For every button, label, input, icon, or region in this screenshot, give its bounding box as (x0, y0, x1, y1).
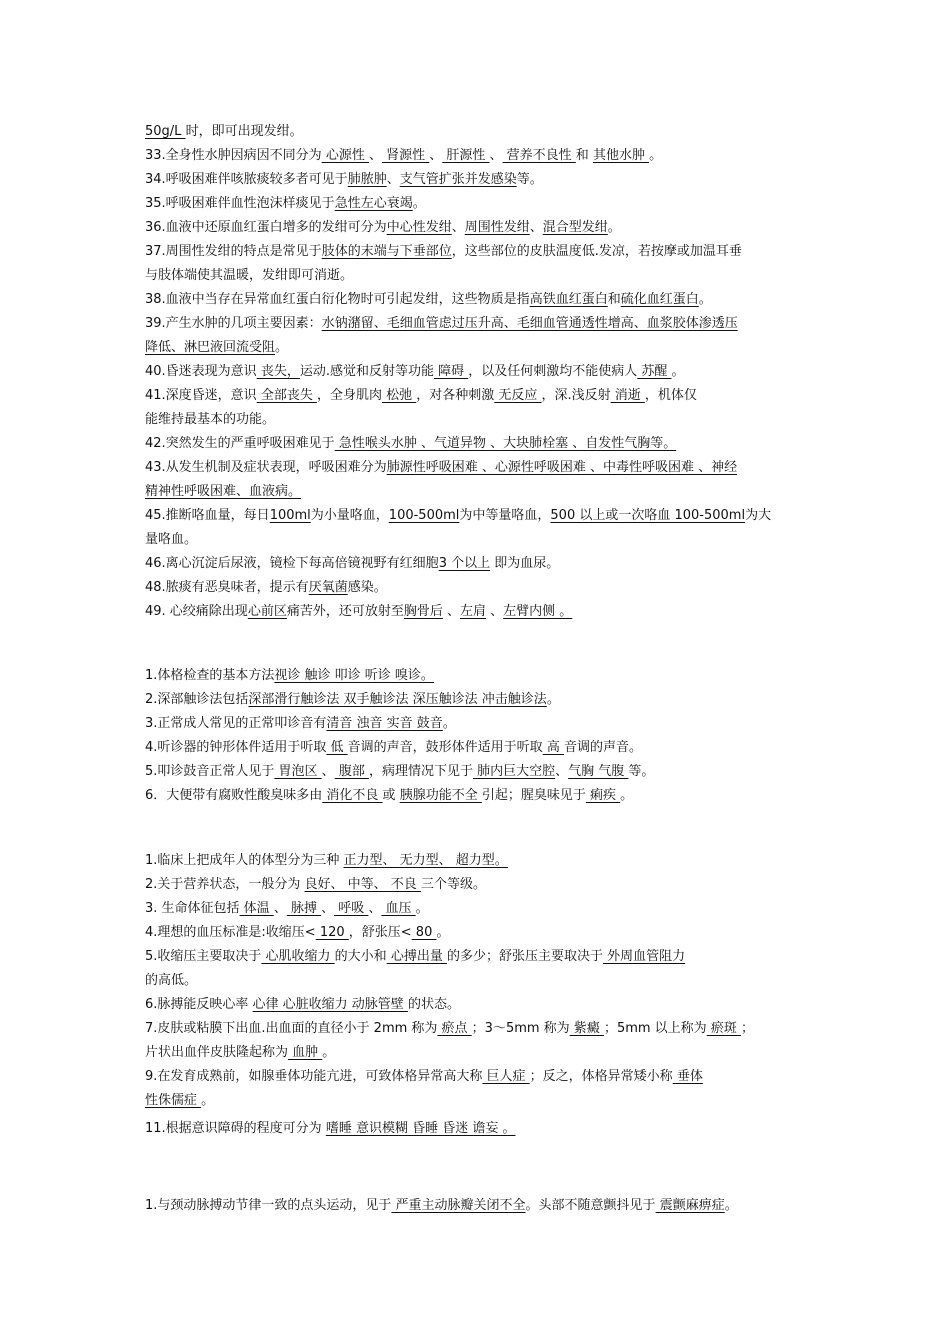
answer-blank: 呼吸 (334, 901, 369, 916)
answer-blank: 消化不良 (322, 788, 383, 803)
line-text: 、 (386, 172, 400, 187)
line-text: 。 (442, 716, 456, 731)
line-text: ，以及任何刺激均不能使病人 (468, 364, 638, 379)
answer-blank: 肺脓肿 (347, 172, 387, 187)
line-text: 7.皮肤或粘膜下出血.出血面的直径小于 2mm 称为 (145, 1021, 438, 1036)
answer-blank: 水钠潴留、毛细血管虑过压升高、毛细血管通透性增高、血浆胶体渗透压 (321, 316, 738, 331)
answer-blank: 松弛 (381, 388, 417, 403)
answer-blank: 低 (326, 740, 348, 755)
line-text: 引起；腥臭味见于 (481, 788, 586, 803)
line-text: 6.脉搏能反映心率 (145, 997, 253, 1012)
s4-q1 (145, 1196, 738, 1216)
answer-blank: 100ml (269, 508, 311, 523)
line-text: 33.全身性水肿因病因不同分为 (145, 148, 322, 163)
q39a (145, 314, 738, 334)
s3-q3 (145, 899, 429, 919)
answer-blank: 心律 心脏收缩力 动脉管壁 (252, 997, 408, 1012)
answer-blank: 左臂内侧 。 (503, 604, 573, 619)
answer-blank: 左肩 (460, 604, 487, 619)
line-text: ，舒张压< (348, 925, 412, 940)
line-text: 三个等级。 (420, 877, 486, 892)
line-text: 运动.感觉和反射等功能 (299, 364, 434, 379)
line-text: 4.听诊器的钟形体件适用于听取 (145, 740, 327, 755)
line-text: 。 (436, 925, 450, 940)
answer-blank: 瘀斑 (706, 1021, 741, 1036)
line-text: 的大小和 (334, 949, 387, 964)
answer-blank: 清音 浊音 实音 鼓音 (326, 716, 443, 731)
answer-blank: 支气管扩张并发感染 (399, 172, 517, 187)
answer-blank: 急性喉头水肿 、气道异物 、大块肺栓塞 、自发性气胸等。 (334, 436, 677, 451)
answer-blank: 痢疾 (585, 788, 621, 803)
q33 (145, 146, 662, 166)
line-text: 。 (275, 340, 289, 355)
line-text: 感染。 (347, 580, 387, 595)
line-text: 1.临床上把成年人的体型分为三种 (145, 853, 344, 868)
line-text: ，深.浅反射 (541, 388, 611, 403)
line-text: 42.突然发生的严重呼吸困难见于 (145, 436, 335, 451)
s3-q1 (145, 851, 508, 871)
q37b (145, 266, 353, 286)
answer-blank: 腹部 (334, 764, 369, 779)
q43b (145, 482, 301, 502)
line-text: 、 (321, 901, 335, 916)
line-text: ，病理情况下见于 (368, 764, 473, 779)
answer-blank: 胃泡区 (274, 764, 322, 779)
answer-blank: 80 (411, 925, 437, 940)
s3-q9a (145, 1067, 703, 1087)
answer-blank: 脉搏 (286, 901, 322, 916)
line-text: ；5mm 以上称为 (603, 1021, 707, 1036)
line-text: 与肢体端使其温暖，发绀即可消逝。 (145, 268, 354, 283)
line-text: 38.血液中当存在异常血红蛋白衍化物时可引起发绀，这些物质是指 (145, 292, 530, 307)
answer-blank: 其他水肿 (592, 148, 650, 163)
answer-blank: 高铁血红蛋白 (529, 292, 608, 307)
answer-blank: 嗜睡 意识模糊 昏睡 昏迷 谵妄 。 (325, 1121, 516, 1136)
line-text: 3.正常成人常见的正常叩诊音有 (145, 716, 327, 731)
answer-blank: 硫化血红蛋白 (620, 292, 699, 307)
answer-blank: 高 (542, 740, 564, 755)
q46 (145, 554, 559, 574)
line-text: 。 (415, 901, 429, 916)
q45a (145, 506, 771, 526)
line-text: 为小量咯血， (310, 508, 389, 523)
answer-blank: 心源性 (321, 148, 369, 163)
line-text: 46.离心沉淀后尿液，镜检下每高倍镜视野有红细胞 (145, 556, 439, 571)
line-text: 。 (607, 220, 621, 235)
s2-q6 (145, 786, 633, 806)
line-text: 11.根据意识障碍的程度可分为 (145, 1121, 326, 1136)
line-text: 40.昏迷表现为意识 (145, 364, 257, 379)
answer-blank: 100-500ml (388, 508, 460, 523)
answer-blank: 障碍 (433, 364, 469, 379)
answer-blank: 胰腺功能不全 (399, 788, 482, 803)
answer-blank: 50g/L (145, 124, 186, 139)
q38 (145, 290, 712, 310)
answer-blank: 精神性呼吸困难、血液病。 (145, 484, 302, 499)
line-text: 和 (575, 148, 593, 163)
line-text: 43.从发生机制及症状表现，呼吸困难分为 (145, 460, 387, 475)
q49 (145, 602, 572, 622)
line-text: 6．大便带有腐败性酸臭味多由 (145, 788, 323, 803)
line-text: 。 (412, 196, 426, 211)
answer-blank: 丧失， (256, 364, 300, 379)
q36 (145, 218, 621, 238)
line-text: 为中等量咯血， (459, 508, 551, 523)
line-text: 4.理想的血压标准是:收缩压< (145, 925, 316, 940)
answer-blank: 心搏出量 (386, 949, 447, 964)
answer-blank: 肺内巨大空腔 (472, 764, 556, 779)
line-text: 能维持最基本的功能。 (145, 412, 276, 427)
line-text: 36.血液中还原血红蛋白增多的发绀可分为 (145, 220, 387, 235)
line-text: 、 (442, 604, 460, 619)
answer-blank: 肾源性 (381, 148, 430, 163)
line-text: 。 (724, 1198, 738, 1213)
s3-q9b (145, 1091, 214, 1111)
s2-q4 (145, 738, 642, 758)
s3-q2 (145, 875, 486, 895)
line-text: 即为血尿。 (490, 556, 560, 571)
answer-blank: 120 (315, 925, 349, 940)
answer-blank: 气胸 气腹 (568, 764, 629, 779)
line-text: 2.关于营养状态，一般分为 (145, 877, 305, 892)
s3-q5b (145, 971, 197, 991)
line-text: 35.呼吸困难伴血性泡沫样痰见于 (145, 196, 335, 211)
s3-q6 (145, 995, 460, 1015)
answer-blank: 全部丧失 (256, 388, 317, 403)
q35 (145, 194, 426, 214)
line-text: 音调的声音。 (563, 740, 642, 755)
line-text: 、 (489, 148, 503, 163)
line-text: 、 (368, 901, 382, 916)
q40 (145, 362, 685, 382)
line-text: 1.体格检查的基本方法 (145, 668, 275, 683)
line-text: 的多少；舒张压主要取决于 (446, 949, 603, 964)
answer-blank: 垂体 (672, 1069, 703, 1084)
answer-blank: 中心性发绀 (386, 220, 452, 235)
line-text: 、 (451, 220, 465, 235)
line-text: 等。 (628, 764, 655, 779)
line-text: 的高低。 (145, 973, 198, 988)
q41b (145, 410, 275, 430)
line-text: 41.深度昏迷，意识 (145, 388, 257, 403)
line-text: 。 (698, 292, 712, 307)
line-text: ；3～5mm 称为 (471, 1021, 570, 1036)
answer-blank: 性侏儒症 (145, 1093, 202, 1108)
answer-blank: 肢体的末端与下垂部位 (321, 244, 452, 259)
line-text: 49. 心绞痛除出现 (145, 604, 248, 619)
q41a (145, 386, 697, 406)
s2-q1 (145, 666, 434, 686)
answer-blank: 肺源性呼吸困难 、心源性呼吸困难 、中毒性呼吸困难 、神经 (386, 460, 738, 475)
line-text: ； (740, 1021, 754, 1036)
answer-blank: 500 以上或一次咯血 100-500ml (550, 508, 746, 523)
answer-blank: 震颤麻痹症 (655, 1198, 725, 1213)
line-text: ，机体仅 (644, 388, 697, 403)
line-text: 37.周围性发绀的特点是常见于 (145, 244, 322, 259)
s3-q5a (145, 947, 685, 967)
answer-blank: 瘀点 (437, 1021, 472, 1036)
line-text: 、 (555, 764, 569, 779)
line-text: 的状态。 (407, 997, 460, 1012)
answer-blank: 急性左心衰竭 (334, 196, 413, 211)
line-text: 等。 (516, 172, 543, 187)
line-text: 48.脓痰有恶臭味者，提示有 (145, 580, 309, 595)
line-text: 。 (201, 1093, 215, 1108)
line-text: 、 (273, 901, 287, 916)
line-text: 片状出血伴皮肤隆起称为 (145, 1045, 289, 1060)
answer-blank: 严重主动脉瓣关闭不全 (391, 1198, 526, 1213)
line-text: ；反之，体格异常矮小称 (529, 1069, 673, 1084)
line-text: ，对各种刺激 (416, 388, 495, 403)
line-text: ，这些部位的皮肤温度低.发凉，若按摩或加温耳垂 (451, 244, 742, 259)
answer-blank: 降低、淋巴液回流受阻 (145, 340, 276, 355)
answer-blank: 厌氧菌 (308, 580, 348, 595)
answer-blank: 血压 (381, 901, 416, 916)
line-text: 、 (368, 148, 382, 163)
s3-q7b (145, 1043, 335, 1063)
answer-blank: 周围性发绀 (464, 220, 530, 235)
line-text: 。头部不随意颤抖见于 (525, 1198, 656, 1213)
answer-blank: 胸骨后 (403, 604, 443, 619)
line-text: 。 (322, 1045, 336, 1060)
line-text: 、 (529, 220, 543, 235)
line-text: 量咯血。 (145, 532, 198, 547)
line-text: 。 (671, 364, 685, 379)
answer-blank: 3 个以上 (438, 556, 491, 571)
line-text: 或 (382, 788, 400, 803)
answer-blank: 混合型发绀 (542, 220, 608, 235)
line-text: 39.产生水肿的几项主要因素： (145, 316, 322, 331)
q37a (145, 242, 742, 262)
line-text: 9.在发育成熟前，如腺垂体功能亢进，可致体格异常高大称 (145, 1069, 483, 1084)
q48 (145, 578, 387, 598)
s2-q3 (145, 714, 456, 734)
q34 (145, 170, 543, 190)
line-text: 音调的声音，鼓形体件适用于听取 (347, 740, 543, 755)
line-text: ，全身肌肉 (316, 388, 382, 403)
answer-blank: 苏醒 (637, 364, 672, 379)
answer-blank: 深部滑行触诊法 双手触诊法 深压触诊法 冲击触诊法 (248, 692, 547, 707)
line-text: 和 (607, 292, 621, 307)
line-text: 5.叩诊鼓音正常人见于 (145, 764, 275, 779)
line-text: 为大 (745, 508, 772, 523)
line-text: 1.与颈动脉搏动节律一致的点头运动，见于 (145, 1198, 392, 1213)
line-text: 时，即可出现发绀。 (185, 124, 303, 139)
s2-q2 (145, 690, 560, 710)
s3-q7a (145, 1019, 754, 1039)
line-text: 。 (546, 692, 560, 707)
line-text: 5.收缩压主要取决于 (145, 949, 262, 964)
answer-blank: 体温 (239, 901, 274, 916)
line-text: 34.呼吸困难伴咳脓痰较多者可见于 (145, 172, 348, 187)
answer-blank: 消逝 (610, 388, 645, 403)
s3-q11 (145, 1119, 515, 1139)
answer-blank: 良好、 中等、 不良 (304, 877, 421, 892)
answer-blank: 无反应 (494, 388, 542, 403)
line-text: 、 (486, 604, 504, 619)
q39b (145, 338, 288, 358)
s3-q4 (145, 923, 450, 943)
answer-blank: 心前区 (247, 604, 287, 619)
answer-blank: 营养不良性 (502, 148, 576, 163)
answer-blank: 正力型、 无力型、 超力型。 (343, 853, 508, 868)
line-text: 3. 生命体征包括 (145, 901, 240, 916)
answer-blank: 巨人症 (482, 1069, 530, 1084)
q45b (145, 530, 197, 550)
line-text: 2.深部触诊法包括 (145, 692, 249, 707)
answer-blank: 肝源性 (442, 148, 490, 163)
line-text: 45.推断咯血量，每日 (145, 508, 270, 523)
answer-blank: 血肿 (288, 1045, 323, 1060)
line-text: 、 (321, 764, 335, 779)
s2-q5 (145, 762, 654, 782)
line-text: 。 (649, 148, 663, 163)
answer-blank: 视诊 触诊 叩诊 听诊 嗅诊。 (274, 668, 434, 683)
answer-blank: 心肌收缩力 (261, 949, 335, 964)
line-50g (145, 122, 303, 142)
line-text: 痛苦外，还可放射至 (286, 604, 404, 619)
q42 (145, 434, 676, 454)
answer-blank: 外周血管阻力 (602, 949, 686, 964)
answer-blank: 紫癜 (569, 1021, 604, 1036)
q43a (145, 458, 737, 478)
line-text: 、 (429, 148, 443, 163)
line-text: 。 (620, 788, 634, 803)
